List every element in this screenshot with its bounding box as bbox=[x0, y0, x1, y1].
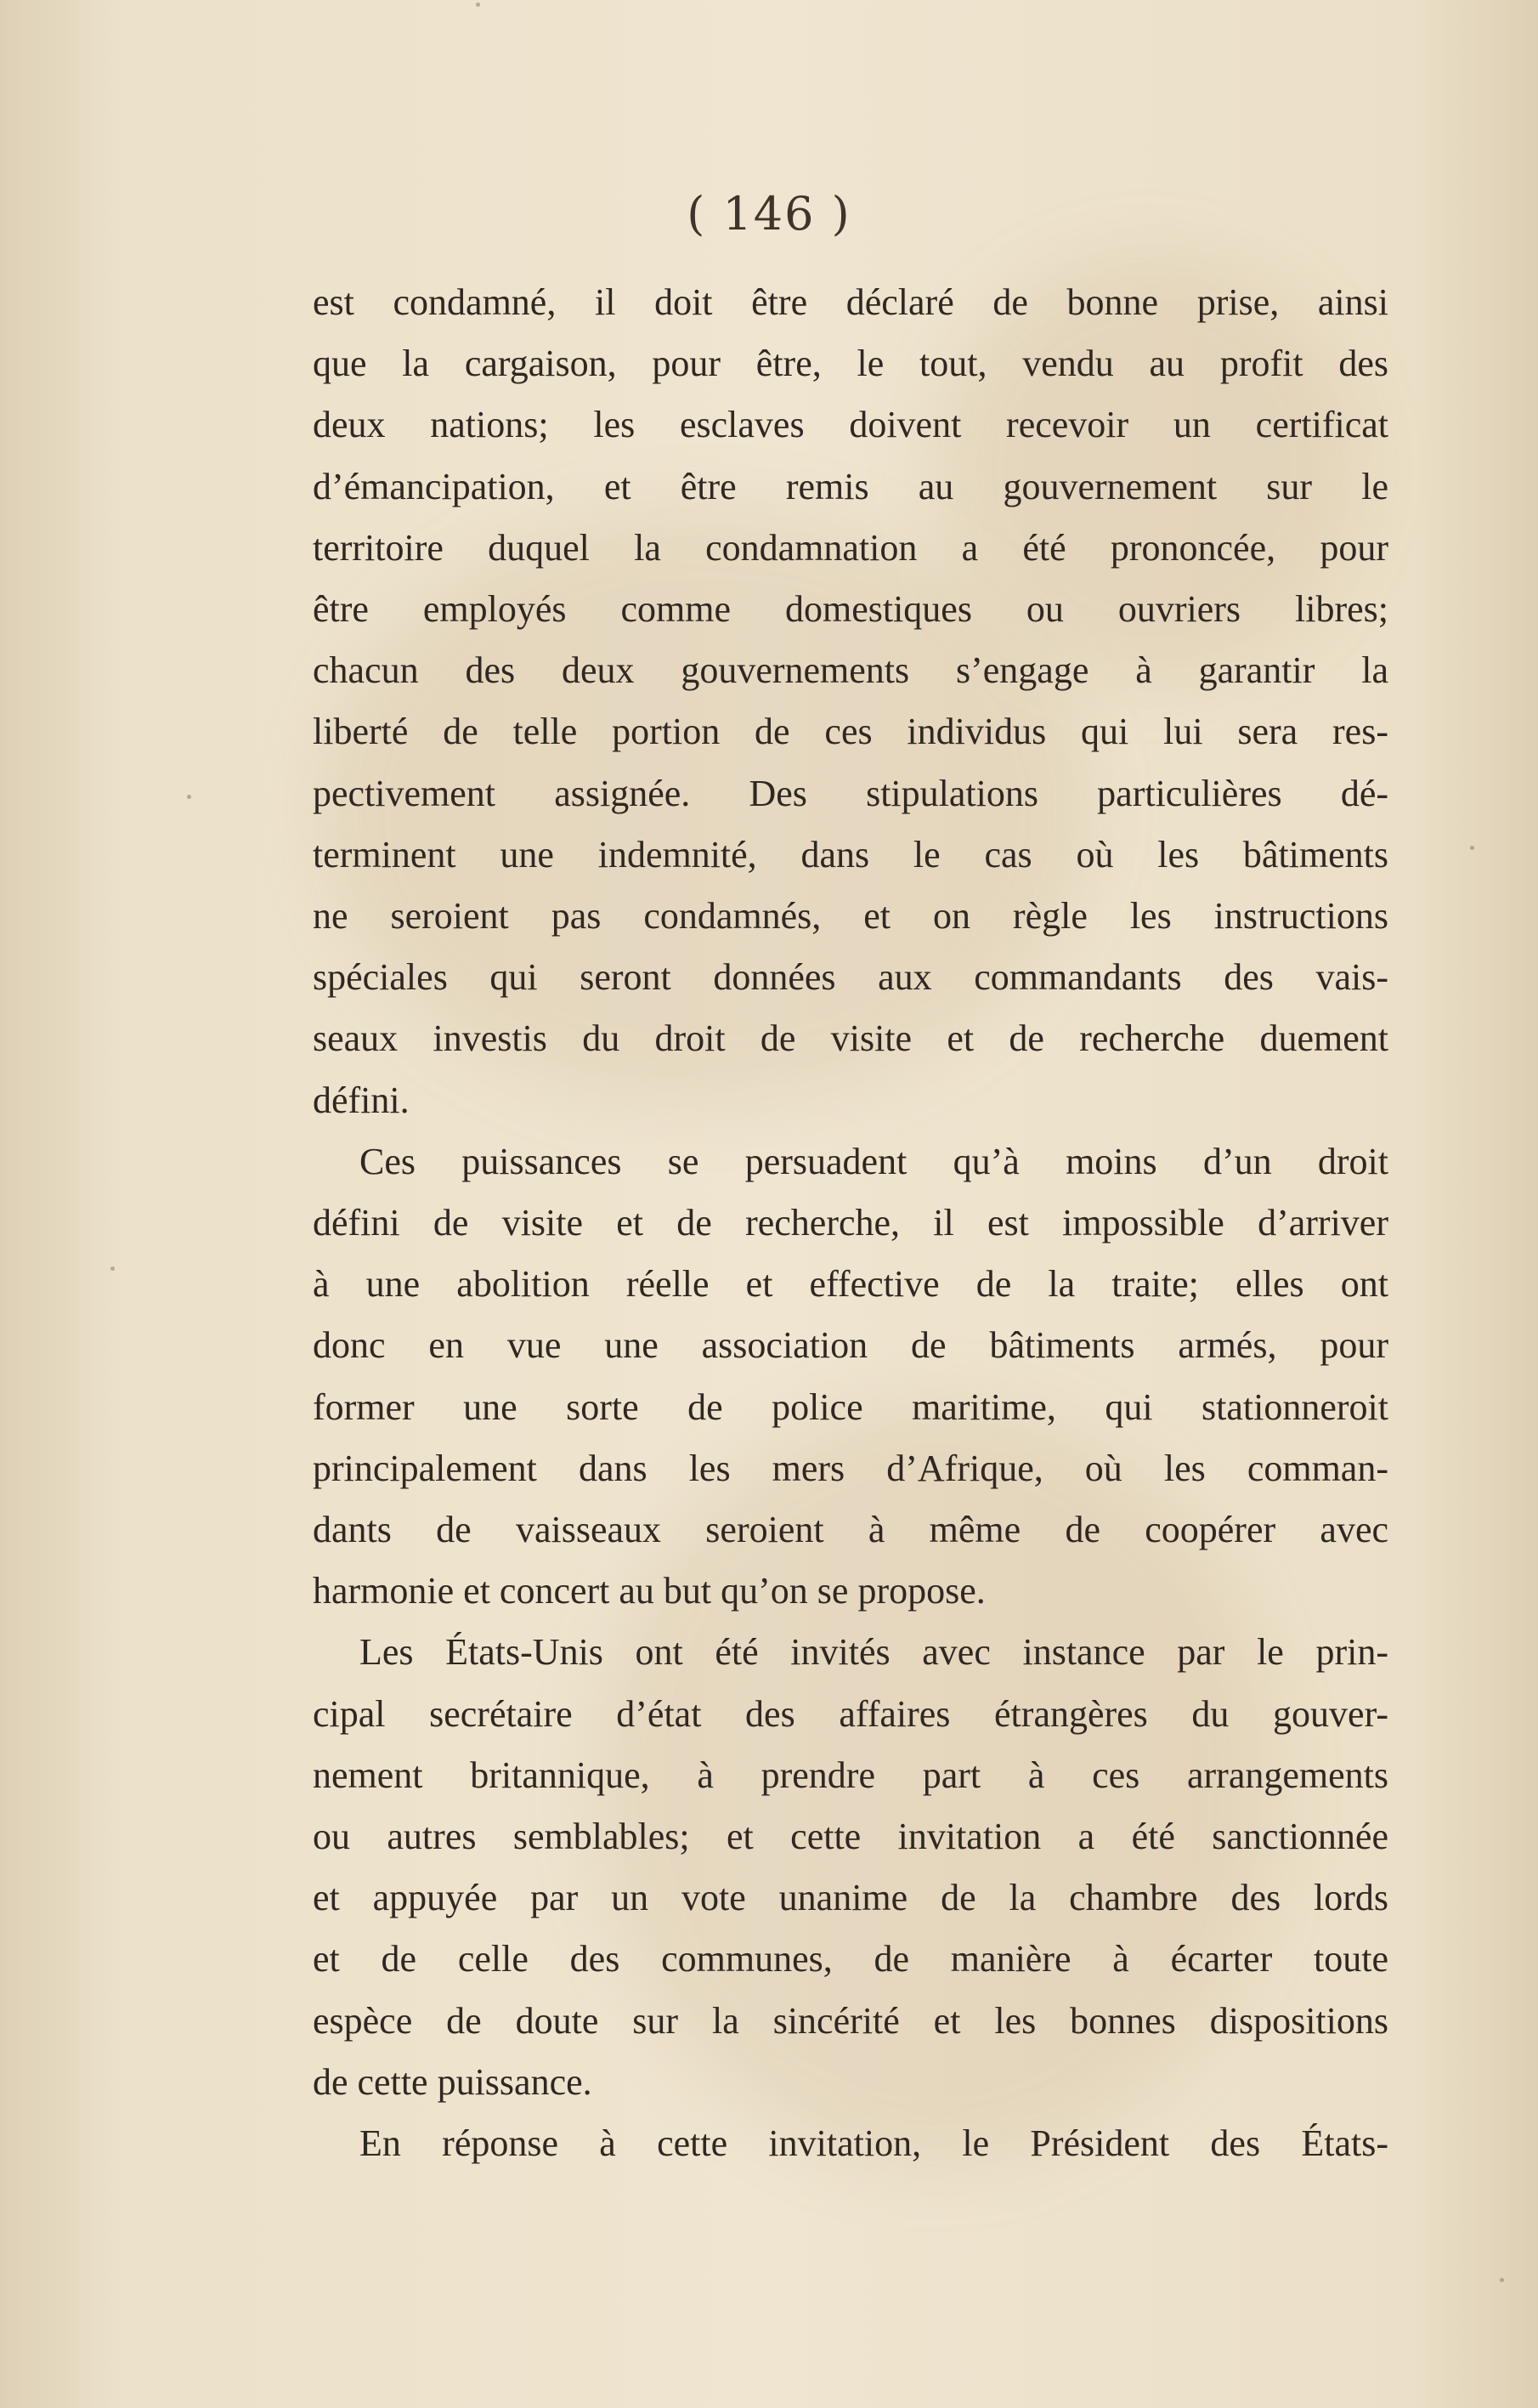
text-line: pectivement assignée. Des stipulations particulières dé- bbox=[313, 772, 1388, 814]
text-line: à une abolition réelle et effective de la traite; elles ont bbox=[313, 1263, 1388, 1306]
text-line: seaux investis du droit de visite et de recherche duement bbox=[313, 1017, 1388, 1060]
paper-speck bbox=[110, 1266, 115, 1271]
text-line: défini de visite et de recherche, il est impossible d’arriver bbox=[313, 1202, 1388, 1244]
text-line: Ces puissances se persuadent qu’à moins d’un droit bbox=[359, 1140, 1388, 1182]
text-line: terminent une indemnité, dans le cas où les bâtiments bbox=[313, 833, 1388, 875]
paper-speck bbox=[1470, 846, 1474, 850]
body-text bbox=[313, 272, 1388, 2174]
text-line: défini. bbox=[313, 1079, 410, 1121]
text-line: être employés comme domestiques ou ouvriers libres; bbox=[313, 588, 1388, 631]
text-line: espèce de doute sur la sincérité et les bonnes dispositions bbox=[313, 1999, 1388, 2042]
paper-speck bbox=[476, 3, 480, 7]
text-line: liberté de telle portion de ces individus qui lui sera res- bbox=[313, 711, 1388, 753]
text-line: dants de vaisseaux seroient à même de coopérer avec bbox=[313, 1509, 1388, 1551]
page-number: ( 146 ) bbox=[687, 187, 851, 241]
text-line: ne seroient pas condamnés, et on règle les instructions bbox=[313, 895, 1388, 938]
paper-speck bbox=[187, 795, 191, 799]
text-line: que la cargaison, pour être, le tout, vendu au profit des bbox=[313, 343, 1388, 385]
text-line: En réponse à cette invitation, le Président des États- bbox=[359, 2122, 1388, 2165]
text-line: de cette puissance. bbox=[313, 2060, 592, 2103]
text-line: et appuyée par un vote unanime de la chambre des lords bbox=[313, 1877, 1388, 1919]
text-line: former une sorte de police maritime, qui stationneroit bbox=[313, 1385, 1388, 1428]
text-line: Les États-Unis ont été invités avec instance par le prin- bbox=[359, 1631, 1388, 1674]
text-line: deux nations; les esclaves doivent recevoir un certificat bbox=[313, 404, 1388, 446]
text-line: et de celle des communes, de manière à écarter toute bbox=[313, 1938, 1388, 1980]
text-line: est condamné, il doit être déclaré de bonne prise, ainsi bbox=[313, 281, 1388, 323]
text-line: territoire duquel la condamnation a été prononcée, pour bbox=[313, 526, 1388, 569]
text-line: spéciales qui seront données aux commandants des vais- bbox=[313, 956, 1388, 999]
text-line: d’émancipation, et être remis au gouvernement sur le bbox=[313, 465, 1388, 507]
text-line: nement britannique, à prendre part à ces arrangements bbox=[313, 1754, 1388, 1796]
text-line: donc en vue une association de bâtiments armés, pour bbox=[313, 1324, 1388, 1367]
text-line: ou autres semblables; et cette invitation a été sanctionnée bbox=[313, 1816, 1388, 1858]
text-line: chacun des deux gouvernements s’engage à garantir la bbox=[313, 649, 1388, 692]
paper-speck bbox=[1500, 2278, 1504, 2282]
text-line: principalement dans les mers d’Afrique, où les comman- bbox=[313, 1447, 1388, 1489]
text-line: harmonie et concert au but qu’on se propose. bbox=[313, 1570, 986, 1612]
text-line: cipal secrétaire d’état des affaires étrangères du gouver- bbox=[313, 1692, 1388, 1735]
